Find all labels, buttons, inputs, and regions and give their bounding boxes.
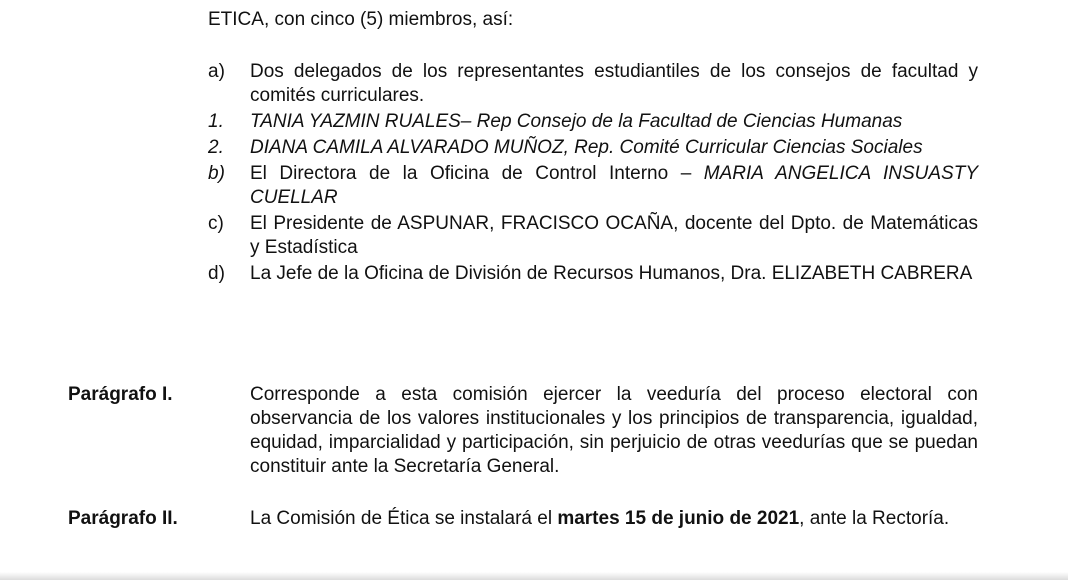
list-item-text: El Presidente de ASPUNAR, FRACISCO OCAÑA, docente del Dpto. de Matemáticas y Estadística — [250, 213, 978, 258]
list-marker: c) — [208, 213, 224, 234]
list-marker: b) — [208, 163, 225, 184]
list-item-text-regular: El Directora de la Oficina de Control Interno – — [250, 163, 704, 184]
list-marker: 1. — [208, 111, 224, 132]
paragrafo-ii — [68, 507, 978, 531]
list-marker: 2. — [208, 137, 224, 158]
list-item-text: DIANA CAMILA ALVARADO MUÑOZ, Rep. Comité Curricular Ciencias Sociales — [250, 137, 923, 158]
paragrafo-text-before: La Comisión de Ética se instalará el — [250, 508, 558, 529]
member-list — [208, 60, 978, 288]
list-item-text: La Jefe de la Oficina de División de Recursos Humanos, Dra. ELIZABETH CABRERA — [250, 263, 973, 284]
list-item-c — [208, 212, 978, 260]
intro-line: ETICA, con cinco (5) miembros, así: — [208, 9, 514, 30]
list-item-1 — [208, 110, 978, 134]
paragrafo-text: Corresponde a esta comisión ejercer la veeduría del proceso electoral con observancia de los valores institucionales y los principios de transparencia, igualdad, equidad, imparcialidad y participación, sin perjuicio de otras veedurías que se puedan constituir ante la Secretaría General. — [250, 384, 978, 477]
list-item-text: TANIA YAZMIN RUALES– Rep Consejo de la Facultad de Ciencias Humanas — [250, 111, 903, 132]
page-cut-edge — [0, 572, 1068, 580]
paragrafo-text-after: , ante la Rectoría. — [799, 508, 950, 529]
list-item-b — [208, 162, 978, 210]
list-item-d — [208, 262, 978, 286]
list-item-text — [250, 162, 978, 210]
paragrafo-label: Parágrafo I. — [68, 384, 173, 405]
list-item-2 — [208, 136, 978, 160]
paragrafo-text — [250, 507, 978, 531]
list-marker: d) — [208, 263, 225, 284]
installation-date: martes 15 de junio de 2021 — [557, 508, 800, 529]
list-item-text-italic-name: MARIA ANGELICA INSUASTY CUELLAR — [250, 163, 978, 208]
list-marker: a) — [208, 61, 225, 82]
list-item-a — [208, 60, 978, 108]
paragrafo-label: Parágrafo II. — [68, 508, 178, 529]
list-item-text: Dos delegados de los representantes estudiantiles de los consejos de facultad y comités curriculares. — [250, 61, 978, 106]
paragrafo-i — [68, 383, 978, 479]
